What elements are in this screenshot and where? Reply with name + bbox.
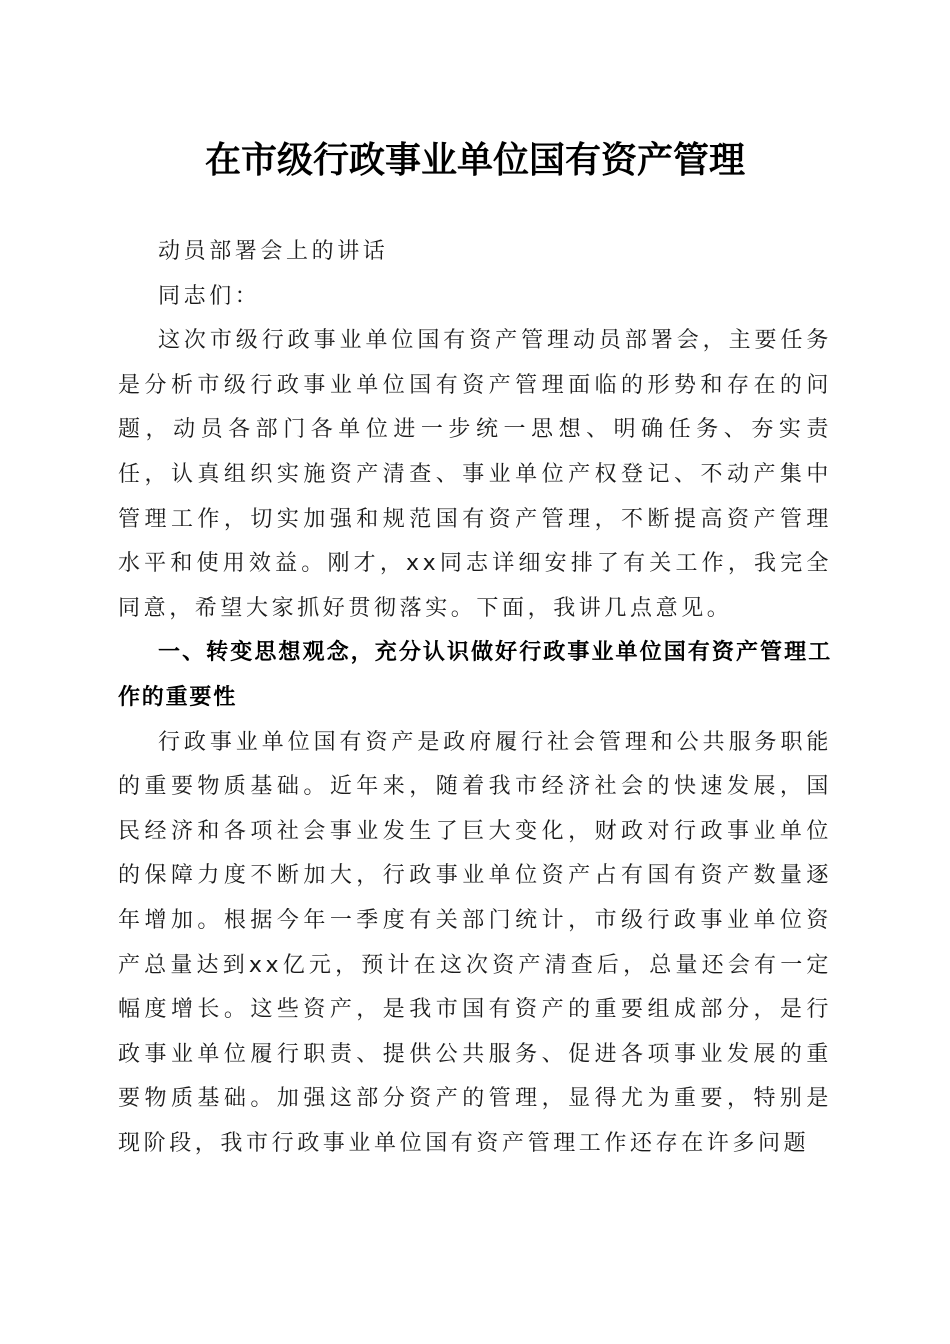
section-heading-1: 一、转变思想观念，充分认识做好行政事业单位国有资产管理工作的重要性 [118,640,832,710]
intro-paragraph: 这次市级行政事业单位国有资产管理动员部署会，主要任务是分析市级行政事业单位国有资产管理面临的形势和存在的问题，动员各部门各单位进一步统一思想、明确任务、夯实责任，认真组织实施资产清查、事业单位产权登记、不动产集中管理工作，切实加强和规范国有资产管理，不断提高资产管理水平和使用效益。刚才，xx同志详细安排了有关工作，我完全同意，希望大家抓好贯彻落实。下面，我讲几点意见。 [118,328,832,621]
section-1-paragraph: 行政事业单位国有资产是政府履行社会管理和公共服务职能的重要物质基础。近年来，随着我市经济社会的快速发展，国民经济和各项社会事业发生了巨大变化，财政对行政事业单位的保障力度不断加大，行政事业单位资产占有国有资产数量逐年增加。根据今年一季度有关部门统计，市级行政事业单位资产总量达到xx亿元，预计在这次资产清查后，总量还会有一定幅度增长。这些资产，是我市国有资产的重要组成部分，是行政事业单位履行职责、提供公共服务、促进各项事业发展的重要物质基础。加强这部分资产的管理，显得尤为重要，特别是现阶段，我市行政事业单位国有资产管理工作还存在许多问题 [118,729,832,1156]
salutation-paragraph: 同志们： [158,283,261,309]
document-title: 在市级行政事业单位国有资产管理 [204,139,745,181]
subtitle-paragraph: 动员部署会上的讲话 [158,239,389,264]
document-body [118,230,832,1166]
